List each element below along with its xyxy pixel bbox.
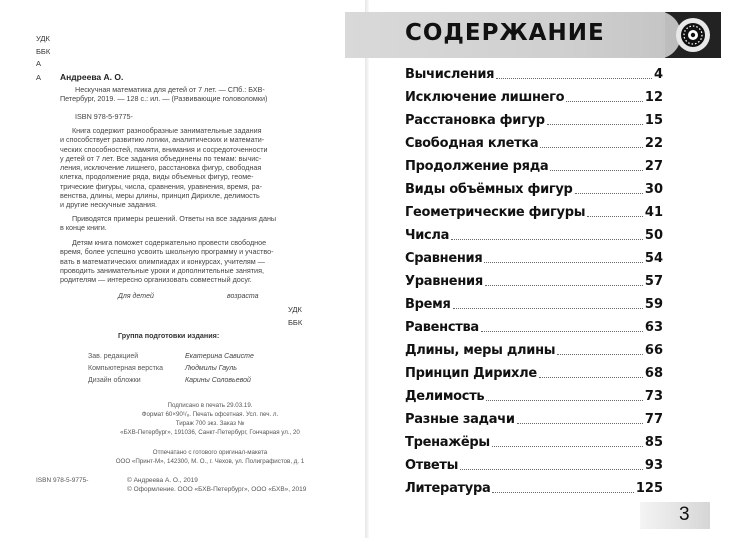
description-line: Книга содержит разнообразные занимательные задания	[72, 126, 262, 135]
page-number: 3	[679, 504, 690, 525]
audience-left: Для детей	[118, 293, 154, 300]
toc-entry-page: 68	[644, 366, 663, 381]
toc-entry-title: Продолжение ряда	[405, 159, 549, 174]
print-line: Формат 60×90¹/₈. Печать офсетная. Усл. печ. л.	[141, 411, 279, 418]
toc-entry[interactable]	[405, 317, 663, 335]
toc-entry-title: Тренажёры	[405, 435, 490, 450]
toc-entry-page: 57	[644, 274, 663, 289]
toc-leader-dots	[492, 492, 633, 493]
contents-title: СОДЕРЖАНИЕ	[405, 20, 605, 46]
decorative-circles-icon	[665, 12, 721, 58]
bbk-label: ББК	[288, 318, 303, 327]
toc-entry[interactable]	[405, 202, 663, 220]
toc-entry-page: 4	[653, 67, 663, 82]
toc-entry-page: 63	[644, 320, 663, 335]
toc-entry[interactable]	[405, 87, 663, 105]
description-line: и способствует развитию логики, аналитических и математи-	[60, 135, 265, 145]
catalog-udk: УДК	[36, 34, 50, 43]
biblio-line-2: Петербург, 2019. — 128 с.: ил. — (Развивающие головоломки)	[60, 94, 268, 103]
description-line: ления, исключение лишнего, расстановка фигур, свободная	[60, 163, 262, 173]
toc-entry-title: Вычисления	[405, 67, 495, 82]
description-line: и другие нескучные задания.	[60, 200, 157, 210]
toc-leader-dots	[484, 262, 643, 263]
toc-entry[interactable]	[405, 409, 663, 427]
toc-entry[interactable]	[405, 156, 663, 174]
toc-entry-title: Принцип Дирихле	[405, 366, 537, 381]
toc-entry-title: Геометрические фигуры	[405, 205, 586, 220]
toc-leader-dots	[460, 469, 643, 470]
toc-leader-dots	[517, 423, 643, 424]
team-role: Компьютерная верстка	[88, 365, 163, 372]
isbn-top: ISBN 978-5-9775-	[75, 112, 133, 121]
toc-entry-page: 66	[644, 343, 663, 358]
toc-entry[interactable]	[405, 110, 663, 128]
toc-entry[interactable]	[405, 294, 663, 312]
catalog-bbk: ББК	[36, 47, 51, 56]
toc-leader-dots	[540, 147, 643, 148]
description-line: у детей от 7 лет. Все задания объединены по темам: вычис-	[60, 153, 262, 163]
catalog-a1: А	[36, 59, 42, 68]
toc-entry-page: 93	[644, 458, 663, 473]
toc-entry-page: 27	[644, 159, 663, 174]
toc-entry-title: Литература	[405, 481, 491, 496]
toc-entry-page: 30	[644, 182, 663, 197]
toc-entry-title: Сравнения	[405, 251, 483, 266]
description-line: венства, длины, меры длины, принцип Дирихле, делимость	[60, 191, 260, 201]
team-role: Дизайн обложки	[88, 377, 141, 384]
toc-entry-title: Виды объёмных фигур	[405, 182, 573, 197]
description-line: клетка, продолжение ряда, виды объемных фигур, геоме-	[60, 172, 254, 182]
toc-leader-dots	[451, 239, 643, 240]
team-name: Карины Соловьевой	[185, 377, 251, 384]
toc-entry-title: Числа	[405, 228, 450, 243]
toc-leader-dots	[453, 308, 643, 309]
catalog-a2: А	[36, 73, 42, 82]
toc-leader-dots	[485, 285, 643, 286]
toc-entry-title: Делимость	[405, 389, 485, 404]
toc-entry-page: 73	[644, 389, 663, 404]
copyright-line: © Оформление. ООО «БХВ-Петербург», ООО «БХВ», 2019	[127, 486, 307, 493]
udk-label: УДК	[288, 305, 302, 314]
toc-leader-dots	[557, 354, 643, 355]
toc-entry[interactable]	[405, 64, 663, 82]
toc-entry-page: 15	[644, 113, 663, 128]
toc-leader-dots	[481, 331, 643, 332]
toc-entry-page: 59	[644, 297, 663, 312]
toc-entry[interactable]	[405, 340, 663, 358]
toc-entry[interactable]	[405, 363, 663, 381]
toc-entry-title: Время	[405, 297, 451, 312]
team-role: Зав. редакцией	[88, 353, 139, 360]
toc-entry[interactable]	[405, 432, 663, 450]
toc-entry[interactable]	[405, 133, 663, 151]
description	[60, 126, 305, 210]
toc-entry[interactable]	[405, 478, 663, 496]
toc-entry-page: 50	[644, 228, 663, 243]
toc-entry[interactable]	[405, 179, 663, 197]
toc-leader-dots	[550, 170, 643, 171]
toc-leader-dots	[575, 193, 643, 194]
toc-entry-page: 54	[644, 251, 663, 266]
printed-from-line: ООО «Принт-М», 142300, М. О., г. Чехов, ул. Полиграфистов, д. 1	[115, 458, 305, 465]
purpose-text	[60, 238, 305, 284]
toc-entry-title: Длины, меры длины	[405, 343, 556, 358]
solutions-text	[60, 214, 305, 233]
page-number-box	[640, 502, 710, 529]
toc-entry-title: Ответы	[405, 458, 459, 473]
isbn-bottom: ISBN 978-5-9775-	[36, 477, 89, 484]
toc-entry[interactable]	[405, 225, 663, 243]
toc-leader-dots	[566, 101, 643, 102]
purpose-line: время, более успешно усвоить школьную программу и участво-	[60, 247, 274, 257]
toc-leader-dots	[496, 78, 652, 79]
description-line: ческих способностей, памяти, внимания и сосредоточенности	[60, 144, 268, 154]
solutions-line: Приводятся примеры решений. Ответы на все задания даны	[72, 214, 277, 223]
toc-entry-page: 22	[644, 136, 663, 151]
toc-entry[interactable]	[405, 386, 663, 404]
toc-leader-dots	[539, 377, 643, 378]
toc-leader-dots	[547, 124, 643, 125]
solutions-line: в конце книги.	[60, 223, 107, 233]
toc-entry[interactable]	[405, 248, 663, 266]
toc-leader-dots	[486, 400, 643, 401]
toc-entry[interactable]	[405, 271, 663, 289]
copyright-line: © Андреева А. О., 2019	[127, 477, 198, 484]
team-name: Людмилы Гауль	[185, 365, 237, 372]
toc-entry-title: Исключение лишнего	[405, 90, 565, 105]
toc-entry-title: Уравнения	[405, 274, 483, 289]
toc-entry-title: Равенства	[405, 320, 479, 335]
toc-entry[interactable]	[405, 455, 663, 473]
toc-entry-page: 125	[635, 481, 663, 496]
biblio-line-1: Нескучная математика для детей от 7 лет. — СПб.: БХВ-	[75, 85, 265, 94]
toc-entry-page: 12	[644, 90, 663, 105]
toc-entry-page: 77	[644, 412, 663, 427]
printed-from-line: Отпечатано с готового оригинал-макета	[152, 449, 268, 456]
purpose-line: родителям — интересно организовать совместный досуг.	[60, 275, 252, 285]
toc-leader-dots	[587, 216, 643, 217]
toc-entry-page: 85	[644, 435, 663, 450]
toc-entry-title: Свободная клетка	[405, 136, 539, 151]
toc-entry-page: 41	[644, 205, 663, 220]
purpose-line: вать в математических олимпиадах и конкурсах, учителям —	[60, 256, 265, 266]
description-line: трические фигуры, числа, сравнения, уравнения, время, ра-	[60, 181, 262, 191]
audience-right: возраста	[227, 293, 259, 300]
purpose-line: Детям книга поможет содержательно провести свободное	[72, 238, 267, 247]
print-line: Подписано в печать 29.03.19.	[167, 402, 253, 409]
toc-leader-dots	[492, 446, 643, 447]
team-name: Екатерина Сависте	[185, 353, 254, 360]
book-spine	[365, 0, 369, 538]
author-name: Андреева А. О.	[60, 72, 124, 82]
print-line: Тираж 700 экз. Заказ №	[175, 420, 245, 427]
team-heading: Группа подготовки издания:	[118, 331, 220, 340]
print-line: «БХВ-Петербург», 191036, Санкт-Петербург, Гончарная ул., 20	[120, 429, 300, 436]
toc-entry-title: Разные задачи	[405, 412, 515, 427]
purpose-line: проводить занимательные уроки и дополнительные занятия,	[60, 265, 264, 275]
toc-entry-title: Расстановка фигур	[405, 113, 545, 128]
